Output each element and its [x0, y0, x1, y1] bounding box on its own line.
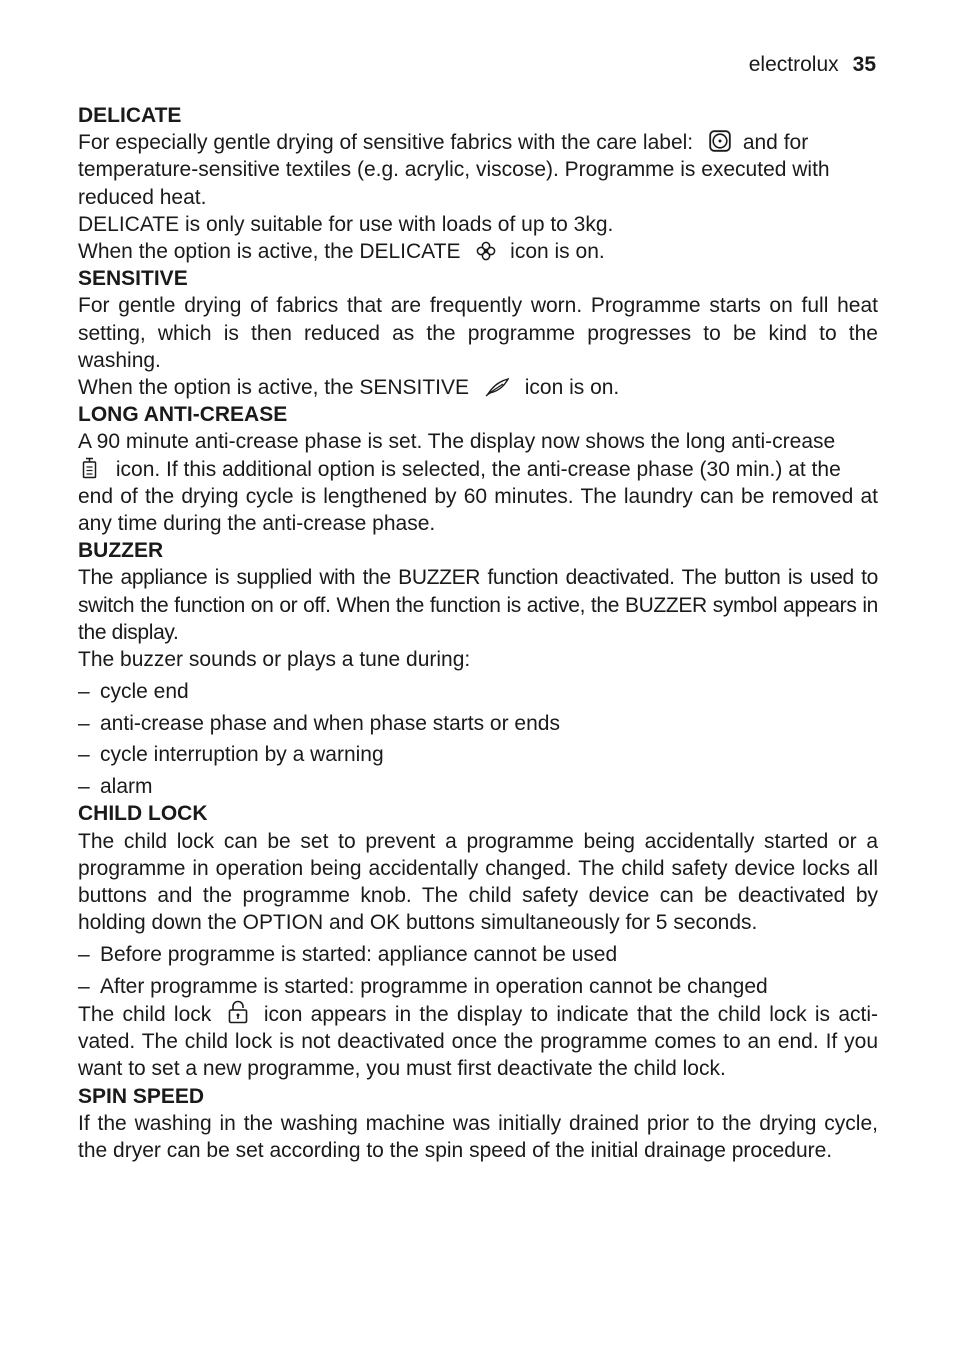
- spin-speed-heading: SPIN SPEED: [78, 1084, 205, 1108]
- list-item: – alarm: [78, 775, 153, 799]
- delicate-line-5: When the option is active, the DELICATE icon is on.: [78, 240, 605, 264]
- list-item: – cycle end: [78, 679, 189, 703]
- child-lock-paragraph: The child lock can be set to prevent a programme being accidentally started or a programme in operation being accidentally changed. The child safety device locks all buttons and the programme knob. The child safety device can be deactivated by holding down the OPTION and OK buttons simultaneously for 5 seconds.: [78, 829, 878, 935]
- delicate-line-4: DELICATE is only suitable for use with loads of up to 3kg.: [78, 212, 614, 236]
- page-content: [78, 102, 878, 1164]
- list-item: – anti-crease phase and when phase starts or ends: [78, 711, 560, 735]
- long-anti-crease-line-3: end of the drying cycle is lengthened by 60 minutes. The laundry can be removed at any time during the anti-crease phase.: [78, 484, 878, 536]
- tumble-dry-low-heat-care-icon: [709, 130, 731, 152]
- buzzer-intro: The buzzer sounds or plays a tune during:: [78, 648, 471, 672]
- child-lock-line-3: The child lock icon appears in the display to indicate that the child lock is acti-vated. The child lock is not deactivated once the programme comes to an end. If you want to set a new programme, you must first deactivate the child lock.: [78, 1000, 878, 1083]
- child-lock-heading: CHILD LOCK: [78, 802, 208, 826]
- delicate-line-3: reduced heat.: [78, 185, 207, 209]
- long-anti-crease-heading: LONG ANTI-CREASE: [78, 403, 288, 427]
- list-item: – Before programme is started: appliance cannot be used: [78, 943, 618, 967]
- page-number: 35: [852, 53, 876, 76]
- delicate-heading: DELICATE: [78, 104, 182, 127]
- spin-speed-paragraph: If the washing in the washing machine was initially drained prior to the drying cycle, the dryer can be set according to the spin speed of the initial drainage procedure.: [78, 1111, 878, 1163]
- page-header: [749, 52, 876, 78]
- list-item: – After programme is started: programme in operation cannot be changed: [78, 974, 768, 998]
- delicate-line-2: temperature-sensitive textiles (e.g. acrylic, viscose). Programme is executed with: [78, 158, 830, 182]
- buzzer-paragraph: The appliance is supplied with the BUZZER function deactivated. The button is used to switch the function on or off. When the function is active, the BUZZER symbol appears in the display.: [78, 566, 878, 644]
- long-anti-crease-line-2: icon. If this additional option is selected, the anti-crease phase (30 min.) at the: [78, 456, 878, 483]
- long-anti-crease-line-1: A 90 minute anti-crease phase is set. The display now shows the long anti-crease: [78, 430, 836, 454]
- padlock-icon: [228, 1000, 248, 1024]
- buzzer-heading: BUZZER: [78, 539, 164, 563]
- sensitive-paragraph: For gentle drying of fabrics that are frequently worn. Programme starts on full heat setting, which is then reduced as the programme progresses to be kind to the washing.: [78, 294, 878, 372]
- sensitive-line-2: When the option is active, the SENSITIVE icon is on.: [78, 376, 620, 400]
- sensitive-heading: SENSITIVE: [78, 267, 188, 291]
- delicate-line-1: For especially gentle drying of sensitive fabrics with the care label: and for: [78, 131, 809, 155]
- brand-name: electrolux: [748, 53, 839, 76]
- long-anti-crease-icon: [82, 457, 98, 479]
- feather-sensitive-icon: [485, 377, 511, 397]
- list-item: – cycle interruption by a warning: [78, 743, 384, 767]
- flower-delicate-icon: [476, 241, 496, 261]
